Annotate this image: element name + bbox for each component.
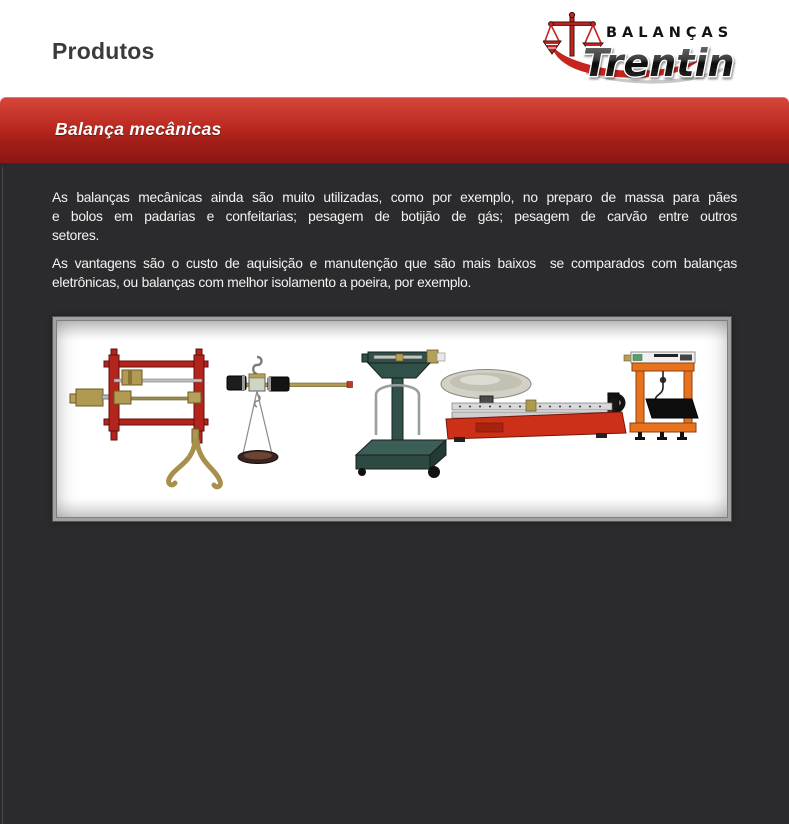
platform-scale-image (356, 350, 446, 478)
logo-brand-line: BALANÇAS (606, 25, 734, 41)
text-line: e bolos em padarias e confeitarias; pesagem de botijão de gás; pesagem de carvão entre outros (52, 209, 737, 224)
section-title: Balança mecânicas (55, 119, 222, 139)
paragraph (52, 254, 737, 292)
hanging-pan-scale-image (227, 357, 353, 464)
text-line: As vantagens são o custo de aquisição e manutenção que são mais baixos se comparados com balanças (52, 256, 737, 271)
section-banner (0, 97, 789, 163)
red-hook-scale-image (70, 349, 220, 487)
brand-logo[interactable] (543, 10, 743, 88)
pan-balance-scale-image (441, 370, 626, 443)
main-content (0, 163, 789, 824)
paragraph (52, 188, 737, 245)
site-header (0, 0, 789, 97)
logo-brand-name: Trentin (583, 41, 735, 85)
text-line: As balanças mecânicas ainda são muito utilizadas, como por exemplo, no preparo de massa para pães (52, 190, 737, 205)
orange-hanging-scale-image (624, 352, 698, 440)
page-title: Produtos (52, 38, 155, 64)
text-line: setores. (52, 228, 100, 243)
body-text (52, 188, 737, 301)
product-strip-image (56, 320, 728, 518)
text-line: eletrônicas, ou balanças com melhor isolamento a poeira, por exemplo. (52, 275, 472, 290)
product-strip-frame (53, 317, 731, 521)
